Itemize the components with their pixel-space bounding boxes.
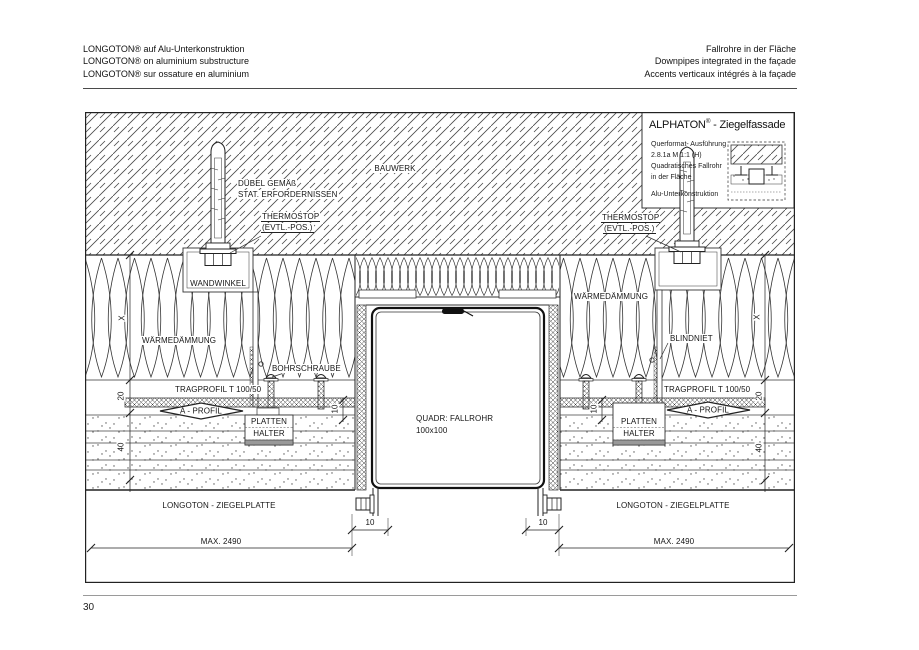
header-rule xyxy=(83,88,797,89)
header-left xyxy=(83,43,249,80)
title-brand: ALPHATON xyxy=(649,119,706,131)
dim-10-bottom-right: 10 xyxy=(538,518,548,527)
header-right xyxy=(644,43,796,80)
label-wandwinkel: WANDWINKEL xyxy=(190,279,246,288)
label-platten-left: PLATTEN xyxy=(250,417,288,426)
label-fallrohr-1: QUADR: FALLROHR xyxy=(416,414,494,423)
dim-40-right: 40 xyxy=(754,443,764,453)
label-duebel-1: DÜBEL GEMÄß xyxy=(238,179,297,188)
dim-20-left: 20 xyxy=(116,391,126,401)
dim-x-right: X xyxy=(752,314,762,320)
label-a-profil-left: A - PROFIL xyxy=(180,406,222,416)
label-halter-right: HALTER xyxy=(623,429,655,438)
registered-mark: ® xyxy=(705,118,711,125)
header-left-line-3: LONGOTON® sur ossature en aluminium xyxy=(83,68,250,79)
title-block-heading xyxy=(649,118,785,131)
label-blindniet: BLINDNIET xyxy=(670,334,713,343)
label-waermedaemmung-right: WÄRMEDÄMMUNG xyxy=(574,292,649,301)
dim-x-left: X xyxy=(117,315,127,321)
downpipe xyxy=(372,308,544,488)
title-line-4: in der Fläche xyxy=(651,174,692,181)
label-tragprofil-right: TRAGPROFIL T 100/50 xyxy=(664,385,751,394)
label-max-left: MAX. 2490 xyxy=(200,537,242,546)
label-thermostop-pos-right: (EVTL.-POS.) xyxy=(604,224,655,233)
label-bohrschraube: BOHRSCHRAUBE xyxy=(272,364,341,373)
label-thermostop-pos-left: (EVTL.-POS.) xyxy=(262,223,313,232)
dim-40-left: 40 xyxy=(116,442,126,452)
pipe-clip xyxy=(442,309,464,315)
label-halter-left: HALTER xyxy=(253,429,285,438)
title-brand-suffix: - Ziegelfassade xyxy=(710,119,786,131)
technical-drawing xyxy=(85,112,795,583)
label-thermostop-left: THERMOSTOP xyxy=(262,212,320,221)
dim-10-niche-left: 10 xyxy=(330,404,340,414)
title-substructure: Alu-Unterkonstruktion xyxy=(651,191,719,198)
label-ziegelplatte-left: LONGOTON - ZIEGELPLATTE xyxy=(162,501,276,510)
header-left-line-2: LONGOTON® on aluminium substructure xyxy=(83,56,250,67)
label-tragprofil-left: TRAGPROFIL T 100/50 xyxy=(175,385,262,394)
label-waermedaemmung-left: WÄRMEDÄMMUNG xyxy=(142,336,217,345)
page-number: 30 xyxy=(83,602,95,613)
label-duebel-2: STAT. ERFORDERNISSEN xyxy=(238,190,338,199)
title-line-2: 2.8.1a M 1:1 (H) xyxy=(651,152,702,159)
dim-10-bottom-left: 10 xyxy=(365,518,375,527)
label-platten-right: PLATTEN xyxy=(620,417,658,426)
label-fallrohr-2: 100x100 xyxy=(416,426,448,435)
header-right-line-1: Fallrohre in der Fläche xyxy=(705,44,796,54)
label-max-right: MAX. 2490 xyxy=(653,537,695,546)
dim-10-niche-right: 10 xyxy=(589,404,599,414)
label-thermostop-right: THERMOSTOP xyxy=(602,213,660,222)
detail-drawing-svg xyxy=(85,112,795,583)
header-right-line-3: Accents verticaux intégrés à la façade xyxy=(644,68,796,79)
label-bauwerk: BAUWERK xyxy=(374,164,416,173)
footer-rule xyxy=(83,595,797,596)
label-ziegelplatte-right: LONGOTON - ZIEGELPLATTE xyxy=(616,501,730,510)
title-line-3: Quadratisches Fallrohr xyxy=(651,163,722,170)
header-left-line-1: LONGOTON® auf Alu-Unterkonstruktion xyxy=(83,44,245,54)
bottom-bolts xyxy=(356,488,561,516)
header-right-line-2: Downpipes integrated in the façade xyxy=(654,56,796,67)
label-a-profil-right: A - PROFIL xyxy=(687,405,729,415)
dim-20-right: 20 xyxy=(754,391,764,401)
title-line-1: Querformat- Ausführung xyxy=(651,141,727,148)
